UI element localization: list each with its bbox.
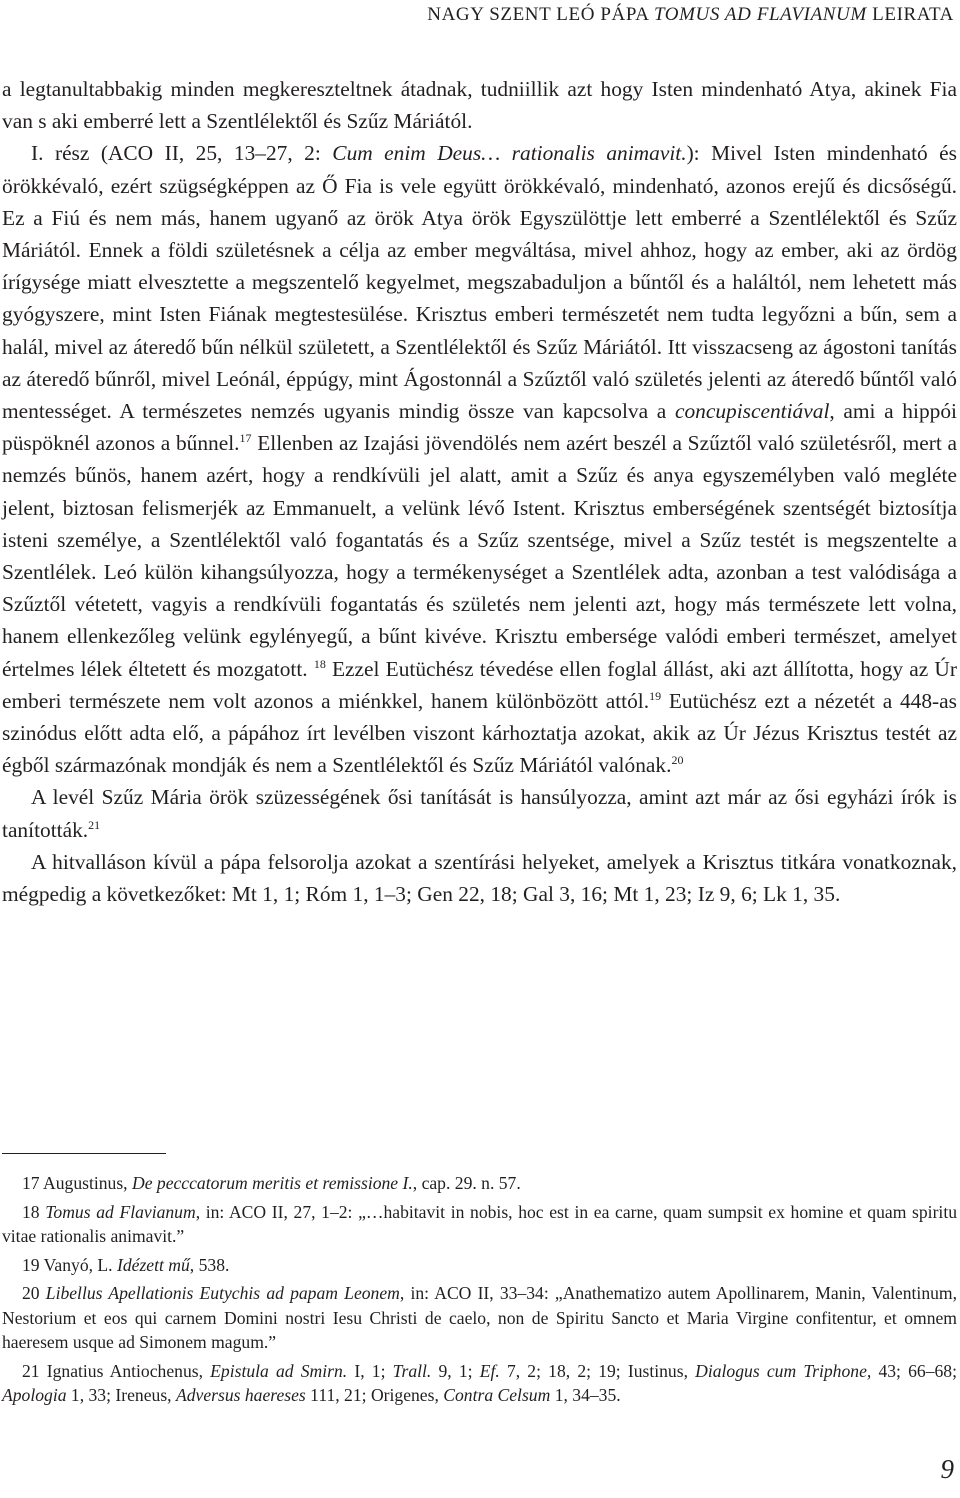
running-header (0, 4, 954, 26)
footnote-ref-17[interactable]: 17 (239, 431, 252, 446)
fn21-k: 1, 33; Ireneus, (66, 1385, 176, 1405)
fn21-l: Adversus haereses (175, 1385, 306, 1405)
p2-seg-e: , ami a hippói püspöknél azonos a bűnnel. (2, 399, 957, 456)
paragraph-2 (2, 137, 957, 781)
paragraph-3 (2, 781, 957, 845)
fn21-d: Trall. (392, 1360, 432, 1381)
p2-seg-a: I. rész (ACO II, 25, 13–27, 2: (31, 141, 333, 166)
footnote-ref-20[interactable]: 20 (671, 753, 684, 768)
fn21-b: Epistula ad Smirn. (210, 1360, 348, 1381)
fn19-c: , 538. (189, 1254, 230, 1275)
main-text (2, 73, 957, 910)
p2-seg-f: Ellenben az Izajási jövendölés nem azért beszél a Szűztől való születésről, mert a nemzés bűnös, hanem azért, hogy a rendkívüli jel alatt, amit a Szűz és anya egyszemélyben való megléte jelent, biztosan felismerjék az Emmanuelt, a velünk lévő Istent. Krisztus emberségének szentségét biztosítja isteni személye, a Szentlélektől való fogantatás és a Szűz szentsége, mivel a Szűz testét is megszentelte a Szentlélek. Leó külön kihangsúlyozza, hogy a termékenységet a Szentlélek adta, azonban a test valódisága a Szűztől vétetett, vagyis a rendkívüli fogantatás és születés nem jelenti azt, hogy más természete lett volna, hanem ellenkezőleg velünk egylényegű, a bűnt kivéve. Krisztu embersége valódi emberi természet, amelyet értelmes lélek éltetett és mozgatott. (2, 431, 957, 681)
fn21-n: Contra Celsum (443, 1385, 551, 1405)
footnote-ref-18[interactable]: 18 (313, 656, 326, 671)
paragraph-4: A hitvalláson kívül a pápa felsorolja azokat a szentírási helyeket, amelyek a Krisztus titkára vonatkoznak, mégpedig a következőket: Mt 1, 1; Róm 1, 1–3; Gen 22, 18; Gal 3, 16; Mt 1, 23; Iz 9, 6; Lk 1, 35. (2, 849, 957, 907)
p2-seg-g: Ezzel Eutüchész tévedése ellen foglal állást, aki azt állította, hogy az Úr emberi természete nem volt azonos a miénkkel, hanem különbözött attól. (2, 656, 957, 713)
fn20-c: , in: ACO II, 33–34: „Anathematizo autem Apollinarem, Manin, Valentinum, Nestorium et eos qui carnem Domini nostri Iesu Christi de caelo, non de Spiritu Sancto et Maria Virgine confitentur, et omnem haeresem usque ad Simonem magum.” (2, 1283, 957, 1352)
fn18-c: , in: ACO II, 27, 1–2: „…habitavit in nobis, hoc est in ea carne, quam sumpsit ex homine et quam spiritu vitae rationalis animavit.” (2, 1201, 958, 1246)
header-title-italic: TOMUS AD FLAVIANUM (653, 4, 867, 25)
p2-seg-d: concupiscentiával (674, 399, 830, 424)
fn21-a: 21 Ignatius Antiochenus, (22, 1360, 211, 1381)
header-text-2: LEIRATA (866, 4, 954, 25)
page-number: 9 (940, 1454, 954, 1484)
fn21-c: I, 1; (347, 1360, 393, 1381)
footnote-ref-21[interactable]: 21 (88, 817, 101, 832)
fn21-m: 111, 21; Origenes, (305, 1385, 444, 1405)
footnote-20 (2, 1281, 957, 1355)
fn19-a: 19 Vanyó, L. (22, 1254, 117, 1275)
p2-seg-c: ): Mivel Isten mindenható és örökkévaló, ezért szügségképpen az Ő Fia is vele együtt örökkévaló, mindenható, azonos erejű és dicsőségű. Ez a Fiú és nem más, hanem ugyanő az örök Atya örök Egyszülöttje lett emberré a Szentlélektől és Szűz Máriától. Ennek a földi születésnek a célja az ember megváltása, mivel ahhoz, hogy az ember, aki az ördög írígysége miatt elvesztette a megszentelő kegyelmet, megszabaduljon a bűntől és a haláltól, nem lehetett más gyógyszere, mint Isten Fiának megtestesülése. Krisztus emberi természetét nem tudta legyőzni a bűn, sem a halál, mivel az áteredő bűn nélkül született, a Szentlélektől és Szűz Máriától. Itt visszacseng az ágostoni tanítás az áteredő bűnről, mivel Leónál, éppúgy, mint Ágostonnál a Szűztől való születés jelenti az áteredő bűntől való mentességet. A természetes nemzés ugyanis mindig össze van kapcsolva a (2, 141, 957, 424)
fn21-j: Apologia (2, 1385, 67, 1405)
footnote-separator (2, 1153, 166, 1154)
footnote-18 (2, 1200, 957, 1249)
fn17-c: , cap. 29. n. 57. (412, 1173, 521, 1193)
footnote-21 (2, 1359, 957, 1408)
fn20-b: Libellus Apellationis Eutychis ad papam Leonem (45, 1283, 400, 1303)
fn21-e: 9, 1; (431, 1360, 480, 1381)
footnotes (2, 1171, 957, 1412)
fn21-h: Dialogus cum Triphone, (695, 1360, 872, 1381)
fn21-i: 43; 66–68; (871, 1360, 957, 1381)
p2-seg-h: Eutüchész ezt a nézetét a 448-as szinódus előtt adta elő, a pápához írt levélben viszont kárhoztatja azokat, akik az Úr Jézus Krisztus testét az égből származónak mondják és nem a Szentlélektől és Szűz Máriától valónak. (2, 688, 957, 778)
fn17-a: 17 Augustinus, (22, 1173, 132, 1193)
fn19-b: Idézett mű (116, 1254, 190, 1275)
footnote-17 (2, 1171, 957, 1196)
header-text-1: NAGY SZENT LEÓ PÁPA (427, 4, 654, 25)
fn18-b: Tomus ad Flavianum (45, 1201, 196, 1222)
fn21-o: 1, 34–35. (550, 1385, 621, 1405)
fn21-f: Ef. (479, 1360, 500, 1381)
footnote-ref-19[interactable]: 19 (649, 688, 662, 703)
footnote-19 (2, 1253, 957, 1278)
fn18-a: 18 (22, 1201, 46, 1222)
fn21-g: 7, 2; 18, 2; 19; Iustinus, (499, 1360, 696, 1381)
paragraph-1: a legtanultabbakig minden megkereszteltnek átadnak, tudniillik azt hogy Isten mindenható Atya, akinek Fia van s aki emberré lett a Szentlélektől és Szűz Máriától. (2, 77, 957, 134)
fn20-a: 20 (22, 1283, 46, 1303)
p3-seg-a: A levél Szűz Mária örök szüzességének ősi tanítását is hansúlyozza, amint azt már az ősi egyházi írók is tanították. (2, 785, 957, 842)
p2-seg-b: Cum enim Deus… rationalis animavit. (332, 141, 687, 166)
fn17-b: De pecccatorum meritis et remissione I. (131, 1173, 413, 1193)
